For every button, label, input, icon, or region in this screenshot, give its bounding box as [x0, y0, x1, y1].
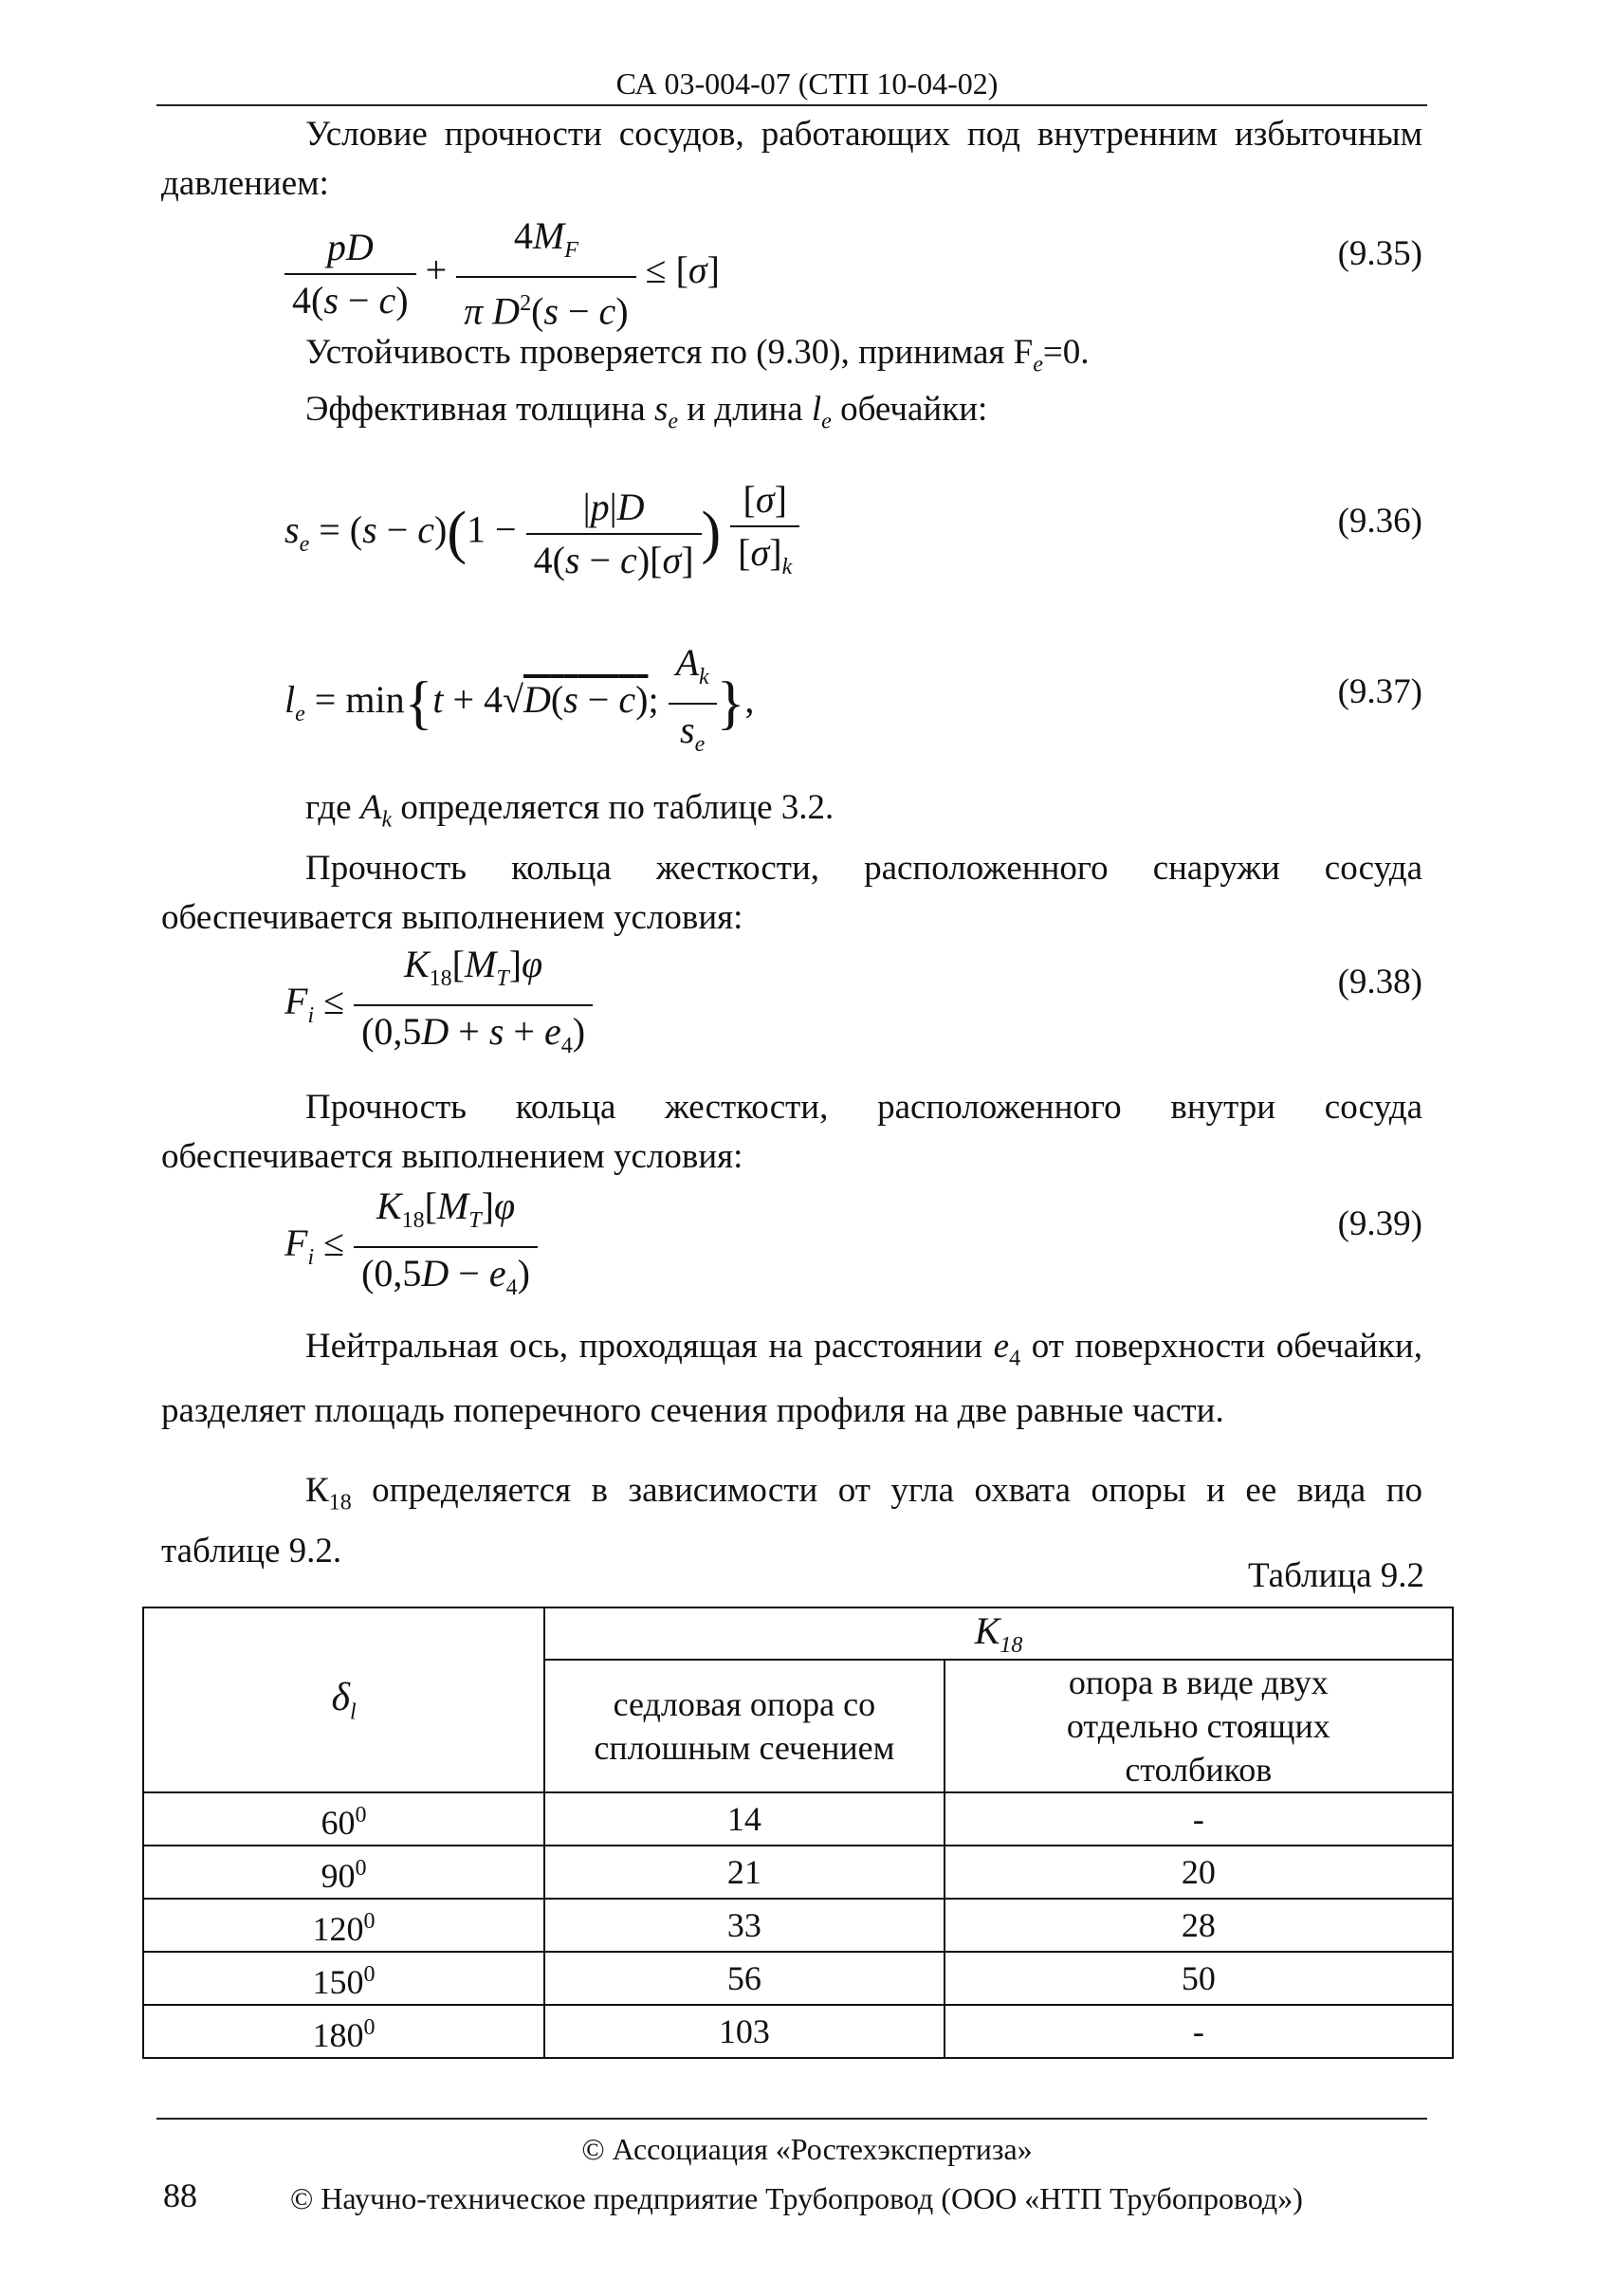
k18-text-a: К: [305, 1471, 329, 1510]
k-symbol: K: [974, 1609, 1000, 1652]
degree: 0: [363, 1909, 376, 1934]
table-row: [143, 1899, 1453, 1952]
header-doc-code: СА 03-004-07 (СТП 10-04-02): [615, 66, 999, 101]
table-caption: Таблица 9.2: [1248, 1556, 1424, 1595]
degree: 0: [355, 1856, 367, 1881]
equation-number: (9.37): [1337, 672, 1422, 711]
equation-number: (9.39): [1337, 1204, 1422, 1243]
angle-symbol: δ: [331, 1675, 350, 1719]
footer-association: © Ассоциация «Ростехэкспертиза»: [581, 2132, 1033, 2166]
effective-text-c: обечайки:: [831, 390, 988, 429]
k18-sub: 18: [328, 1490, 352, 1515]
table-row: [143, 1846, 1453, 1899]
degree: 0: [355, 1803, 367, 1828]
paragraph-neutral-axis: Нейтральная ось, проходящая на расстоянии $e_4$ от поверхности обечайки, разделяет площадь поперечного сечения профиля на две равные части.: [161, 1327, 1422, 1431]
cell-two-posts: -: [945, 2005, 1453, 2058]
cell-saddle: 56: [544, 1952, 945, 2005]
equation-9-38: $F_i$ ≤ $\frac{K_{18}[M_T]\varphi}{(0,5D + s + e_4)}$ (9.38): [284, 939, 1422, 1053]
cell-angle: [143, 1952, 544, 2005]
cell-saddle: 103: [544, 2005, 945, 2058]
table-row: [143, 1792, 1453, 1846]
cell-angle: [143, 2005, 544, 2058]
cell-two-posts: 20: [945, 1846, 1453, 1899]
paragraph-strength-condition: Условие прочности сосудов, работающих под внутренним избыточным давлением:: [161, 115, 1422, 203]
equation-9-35: $\frac{pD}{4(s - c)}$ + $\frac{4M_F}{\pi D^2(s - c)}$ ≤ [σ] (9.35): [284, 211, 1422, 324]
header-angle: [143, 1607, 544, 1792]
k-sub: 18: [1000, 1633, 1023, 1658]
footer-company: © Научно-техническое предприятие Трубопровод (ООО «НТП Трубопровод»): [290, 2181, 1303, 2215]
degree: 0: [363, 2015, 376, 2040]
stability-tail: =0.: [1042, 333, 1090, 372]
paragraph-inner-ring: Прочность кольца жесткости, расположенного внутри сосуда обеспечивается выполнением условия:: [161, 1088, 1422, 1176]
cell-angle: [143, 1899, 544, 1952]
cell-angle: [143, 1846, 544, 1899]
cell-saddle: 33: [544, 1899, 945, 1952]
angle-value: 150: [312, 1963, 364, 2001]
ak-text-a: где: [305, 788, 360, 827]
footer-rule: [156, 2118, 1427, 2120]
header-two-posts: опора в виде двух отдельно стоящих столбиков: [945, 1660, 1453, 1792]
equation-9-36: $s_e = (s - c)(1$ − $\frac{|p|D}{4(s - c)[\sigma]}$ ) $\frac{[\sigma]}{[\sigma]_k}$ (9.36): [284, 474, 1422, 607]
cell-saddle: 14: [544, 1792, 945, 1846]
paragraph-outer-ring: Прочность кольца жесткости, расположенного снаружи сосуда обеспечивается выполнением условия:: [161, 849, 1422, 937]
paragraph-effective-thickness: Эффективная толщина $s_e$ и длина $l_e$ обечайки:: [305, 390, 988, 434]
angle-value: 60: [321, 1804, 356, 1842]
cell-angle: [143, 1792, 544, 1846]
table-row: [143, 2005, 1453, 2058]
page-number: 88: [163, 2177, 197, 2214]
neutral-text-b: от поверхности обечайки, разделяет площадь поперечного сечения профиля на две равные части.: [161, 1327, 1422, 1431]
angle-value: 90: [321, 1857, 356, 1895]
table-k18: [142, 1607, 1454, 2059]
paragraph-ak-reference: где $A_k$ определяется по таблице 3.2.: [305, 788, 835, 833]
k18-text-b: определяется в зависимости от угла охвата опоры и ее вида по таблице 9.2.: [161, 1471, 1422, 1571]
table-row: [143, 1952, 1453, 2005]
angle-sub: l: [349, 1699, 357, 1725]
header-saddle: седловая опора со сплошным сечением: [544, 1660, 945, 1792]
cell-two-posts: -: [945, 1792, 1453, 1846]
effective-text-b: и длина: [678, 390, 812, 429]
header-rule: [156, 104, 1427, 106]
stability-text: Устойчивость проверяется по (9.30), принимая F: [305, 333, 1034, 372]
cell-two-posts: 28: [945, 1899, 1453, 1952]
equation-9-39: $F_i$ ≤ $\frac{K_{18}[M_T]\varphi}{(0,5D - e_4)}$ (9.39): [284, 1181, 1422, 1295]
angle-value: 120: [312, 1910, 364, 1948]
paragraph-k18: [161, 1466, 1422, 1576]
equation-number: (9.35): [1337, 234, 1422, 273]
equation-9-37: $l_e = \min\{t + 4√D(s - c)$; $\frac{A_k}{s_e}$ }, (9.37): [284, 637, 1422, 770]
equation-number: (9.36): [1337, 502, 1422, 541]
equation-number: (9.38): [1337, 963, 1422, 1001]
effective-text-a: Эффективная толщина: [305, 390, 654, 429]
cell-saddle: 21: [544, 1846, 945, 1899]
paragraph-stability: [161, 328, 1422, 389]
angle-value: 180: [312, 2016, 364, 2054]
stability-sub: e: [1033, 352, 1043, 377]
neutral-text-a: Нейтральная ось, проходящая на расстоянии: [305, 1327, 994, 1366]
cell-two-posts: 50: [945, 1952, 1453, 2005]
degree: 0: [363, 1962, 376, 1987]
ak-text-b: определяется по таблице 3.2.: [392, 788, 835, 827]
header-k18: [544, 1607, 1453, 1660]
